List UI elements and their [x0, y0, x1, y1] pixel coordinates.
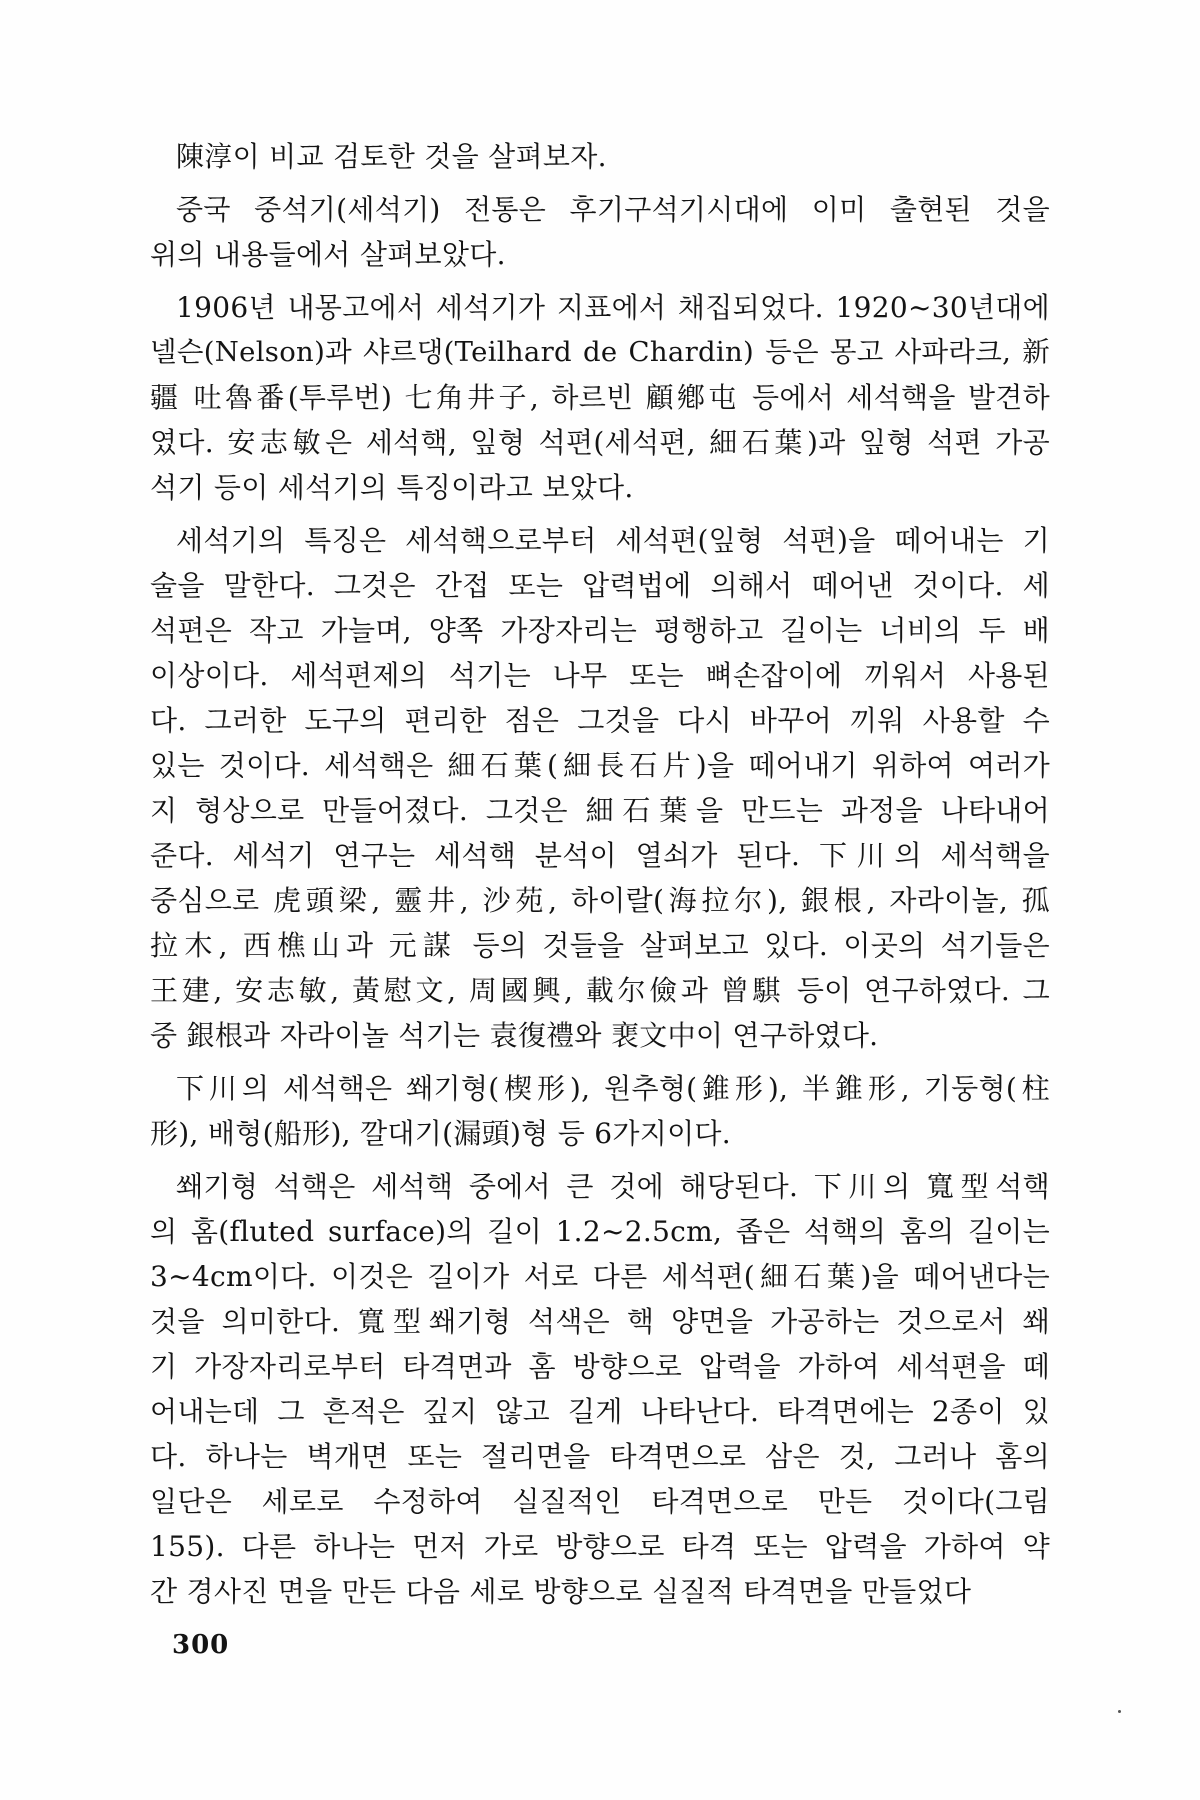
text-line: 중국 중석기(세석기) 전통은 후기구석기시대에 이미 출현된 것을: [176, 193, 1050, 226]
text-line: 기 가장자리로부터 타격면과 홈 방향으로 압력을 가하여 세석편을 떼: [150, 1350, 1050, 1383]
paragraph: [150, 518, 1050, 1058]
text-line: 다. 그러한 도구의 편리한 점은 그것을 다시 바꾸어 끼워 사용할 수: [150, 704, 1050, 737]
paragraph: [150, 285, 1050, 510]
paragraph: [150, 134, 1050, 179]
text-line: 下川의 세석핵은 쐐기형(楔形), 원추형(錐形), 半錐形, 기둥형(柱: [176, 1072, 1050, 1105]
text-line: 것을 의미한다. 寬型쐐기형 석색은 핵 양면을 가공하는 것으로서 쐐: [150, 1305, 1050, 1338]
scan-speck: [1118, 1710, 1121, 1713]
text-line: 일단은 세로로 수정하여 실질적인 타격면으로 만든 것이다(그림: [150, 1485, 1050, 1518]
text-line: 155). 다른 하나는 먼저 가로 방향으로 타격 또는 압력을 가하여 약: [150, 1530, 1050, 1563]
text-line: 였다. 安志敏은 세석핵, 잎형 석편(세석편, 細石葉)과 잎형 석편 가공: [150, 426, 1050, 459]
text-line: 拉木, 西樵山과 元謀 등의 것들을 살펴보고 있다. 이곳의 석기들은: [150, 929, 1050, 962]
paragraph: [150, 187, 1050, 277]
text-line: 王建, 安志敏, 黃慰文, 周國興, 載尔儉과 曾騏 등이 연구하였다. 그: [150, 974, 1050, 1007]
text-line: 중심으로 虎頭梁, 靈井, 沙苑, 하이랄(海拉尔), 銀根, 자라이놀, 孤: [150, 884, 1050, 917]
text-line: 의 홈(fluted surface)의 길이 1.2~2.5cm, 좁은 석핵의 홈의 길이는: [150, 1215, 1050, 1248]
text-line: 3~4cm이다. 이것은 길이가 서로 다른 세석편(細石葉)을 떼어낸다는: [150, 1260, 1050, 1293]
text-line: 있는 것이다. 세석핵은 細石葉(細長石片)을 떼어내기 위하여 여러가: [150, 749, 1050, 782]
text-line: 석기 등이 세석기의 특징이라고 보았다.: [150, 471, 634, 504]
text-line: 어내는데 그 흔적은 깊지 않고 길게 나타난다. 타격면에는 2종이 있: [150, 1395, 1050, 1428]
text-line: 지 형상으로 만들어졌다. 그것은 細石葉을 만드는 과정을 나타내어: [150, 794, 1050, 827]
page-number: 300: [172, 1630, 230, 1660]
paragraph: [150, 1164, 1050, 1614]
text-line: 1906년 내몽고에서 세석기가 지표에서 채집되었다. 1920~30년대에: [176, 291, 1050, 324]
paragraph: [150, 1066, 1050, 1156]
text-line: 석편은 작고 가늘며, 양쪽 가장자리는 평행하고 길이는 너비의 두 배: [150, 614, 1050, 647]
text-line: 준다. 세석기 연구는 세석핵 분석이 열쇠가 된다. 下川의 세석핵을: [150, 839, 1050, 872]
text-line: 간 경사진 면을 만든 다음 세로 방향으로 실질적 타격면을 만들었다: [150, 1575, 972, 1608]
text-line: 疆 吐魯番(투루번) 七角井子, 하르빈 顧鄕屯 등에서 세석핵을 발견하: [150, 381, 1050, 414]
text-line: 形), 배형(船形), 깔대기(漏頭)형 등 6가지이다.: [150, 1117, 731, 1150]
body-text: [150, 134, 1050, 1614]
text-line: 다. 하나는 벽개면 또는 절리면을 타격면으로 삼은 것, 그러나 홈의: [150, 1440, 1050, 1473]
text-line: 위의 내용들에서 살펴보았다.: [150, 238, 506, 271]
text-line: 이상이다. 세석편제의 석기는 나무 또는 뼈손잡이에 끼워서 사용된: [150, 659, 1050, 692]
text-line: 세석기의 특징은 세석핵으로부터 세석편(잎형 석편)을 떼어내는 기: [176, 524, 1050, 557]
text-line: 넬슨(Nelson)과 샤르댕(Teilhard de Chardin) 등은 몽고 사파라크, 新: [150, 336, 1050, 368]
text-line: 중 銀根과 자라이놀 석기는 袁復禮와 裵文中이 연구하였다.: [150, 1019, 879, 1052]
text-line: 陳淳이 비교 검토한 것을 살펴보자.: [176, 140, 607, 173]
text-line: 술을 말한다. 그것은 간접 또는 압력법에 의해서 떼어낸 것이다. 세: [150, 569, 1050, 602]
text-line: 쐐기형 석핵은 세석핵 중에서 큰 것에 해당된다. 下川의 寬型석핵: [176, 1170, 1050, 1203]
